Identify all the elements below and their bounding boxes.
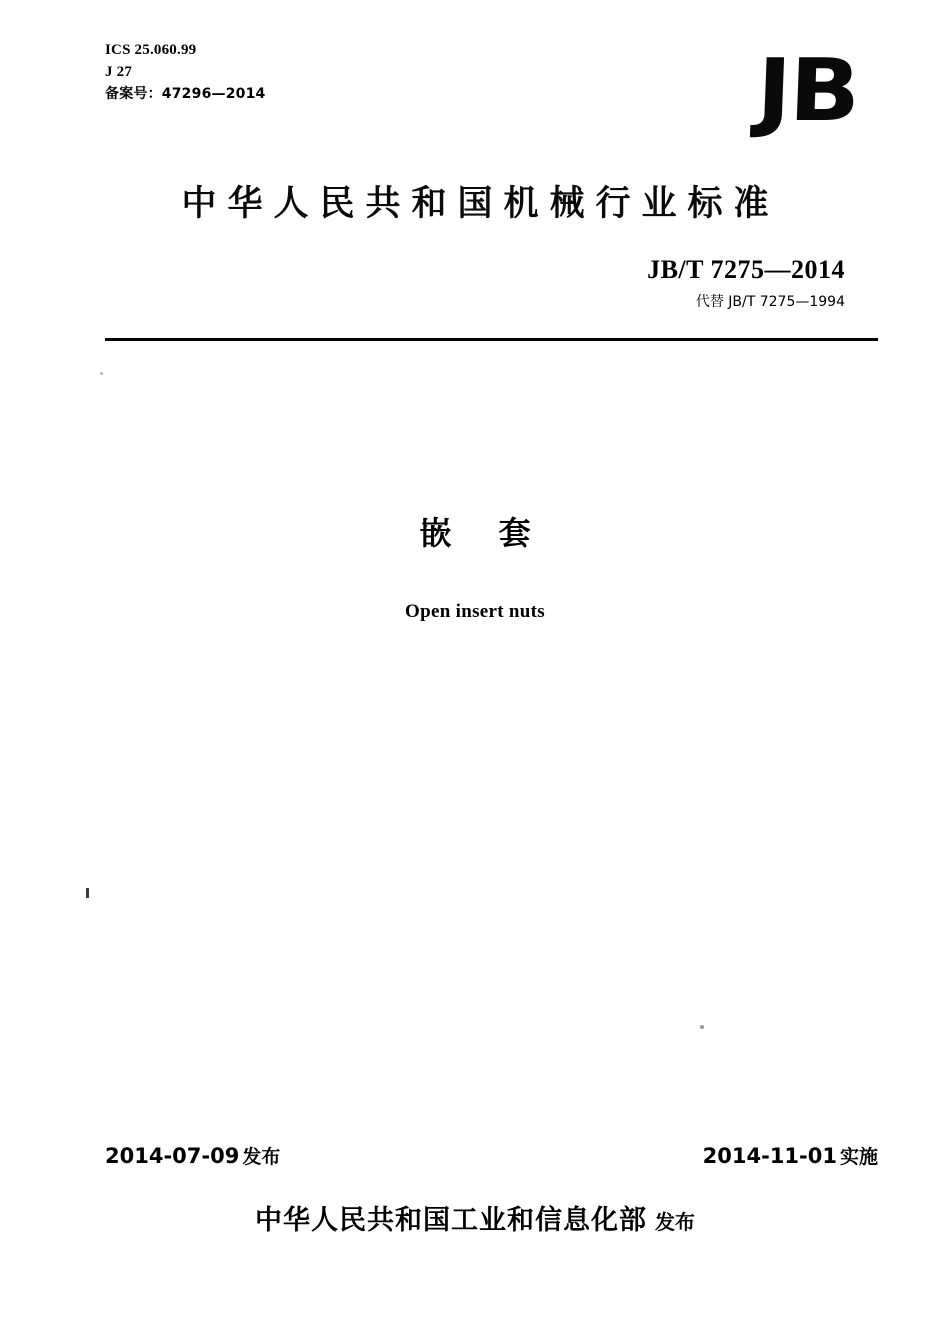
publisher-name: 中华人民共和国工业和信息化部 <box>255 1205 647 1236</box>
effective-date-value: 2014-11-01 <box>702 1144 837 1168</box>
national-standard-title: 中华人民共和国机械行业标准 <box>181 184 780 224</box>
stray-mark <box>100 372 103 375</box>
document-title-english: Open insert nuts <box>405 601 545 622</box>
stray-mark-left <box>86 888 89 898</box>
ics-code: ICS 25.060.99 <box>105 42 197 58</box>
header-divider <box>105 338 878 341</box>
publisher-action: 发布 <box>655 1210 695 1234</box>
effective-date <box>703 1142 878 1169</box>
standard-number: JB/T 7275—2014 <box>647 255 845 284</box>
record-number: 备案号：47296—2014 <box>105 85 266 102</box>
jb-logo: JB <box>755 41 861 141</box>
issue-date-label: 发布 <box>242 1146 281 1168</box>
classification-code: J 27 <box>105 63 133 80</box>
issue-date <box>105 1142 280 1169</box>
meta-block <box>105 40 265 104</box>
publisher-line <box>0 1198 950 1237</box>
issue-date-value: 2014-07-09 <box>105 1144 240 1168</box>
stray-mark-right <box>700 1025 704 1029</box>
effective-date-label: 实施 <box>839 1146 878 1168</box>
document-title-chinese: 嵌 套 <box>419 514 549 552</box>
standard-replaces: 代替 JB/T 7275—1994 <box>695 294 845 310</box>
